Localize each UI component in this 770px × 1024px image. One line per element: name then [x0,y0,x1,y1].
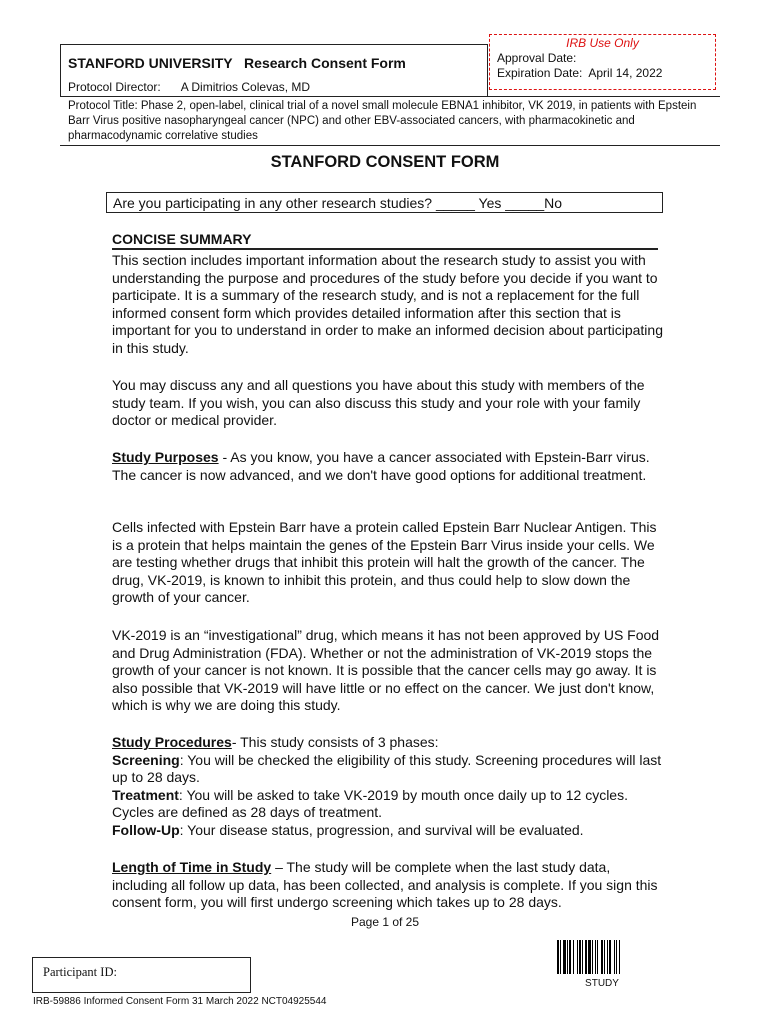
barcode-bar [582,940,583,974]
investigational-drug-paragraph: VK-2019 is an “investigational” drug, which means it has not been approved by US Food and Drug Administration (FDA). Whether or not the administration of VK-2019 stops the growth of your cancer is not known. It is possible that the cancer cells may go away. It is also possible that VK-2019 will have little or no effect on the cancer. We just don't know, which is why we are doing this study. [112,627,660,714]
barcode-bar [609,940,611,974]
barcode-bar [579,940,581,974]
barcode-bar [592,940,593,974]
treatment-text: : You will be asked to take VK-2019 by mouth once daily up to 12 cycles. Cycles are defined as 28 days of treatment. [112,786,628,821]
barcode-bar [557,940,559,974]
barcode-bar [616,940,617,974]
length-of-time-text: – The study will be complete when the last study data, including all follow up data, has been collected, and analysis is complete. If you sign this consent form, you will first undergo screening which takes up to 28 days. [112,859,658,911]
barcode-bar [563,940,566,974]
barcode-bar [614,940,615,974]
form-identifier: IRB-59886 Informed Consent Form 31 March 2022 NCT04925544 [33,996,327,1007]
barcode-bar [585,940,587,974]
barcode-bar [619,940,620,974]
study-purposes-text: - As you know, you have a cancer associated with Epstein-Barr virus. The cancer is now advanced, and we don't have good options for additional treatment. [112,449,650,483]
study-purposes-paragraph [112,449,664,484]
protocol-director-label: Protocol Director: [68,80,161,94]
summary-heading: CONCISE SUMMARY [112,231,658,250]
study-procedures-label: Study Procedures [112,734,232,750]
barcode-bar [567,940,568,974]
treatment-line [112,787,664,822]
barcode-bar [588,940,591,974]
barcode-image [557,940,647,974]
study-procedures-line [112,734,664,752]
screening-line [112,752,664,787]
irb-approval-date: Approval Date: [497,51,577,65]
study-procedures-text: - This study consists of 3 phases: [231,734,439,750]
screening-label: Screening [112,751,180,768]
followup-line [112,822,664,840]
barcode-bar [569,940,571,974]
barcode-bar [601,940,603,974]
barcode-bar [597,940,598,974]
barcode-bar [560,940,561,974]
screening-text: : You will be checked the eligibility of this study. Screening procedures will last up to 28 days. [112,751,662,786]
barcode-bar [573,940,574,974]
followup-label: Follow-Up [112,821,180,838]
study-purposes-label: Study Purposes [112,449,219,465]
length-of-time-label: Length of Time in Study [112,859,272,875]
barcode-bar [577,940,578,974]
treatment-label: Treatment [112,786,179,803]
barcode-study-label: STUDY [585,978,619,989]
barcode-bar [595,940,596,974]
barcode-bar [604,940,605,974]
page-number: Page 1 of 25 [350,915,420,929]
discussion-paragraph: You may discuss any and all questions you have about this study with members of the study team. If you wish, you can also discuss this study and your role with your family doctor or medical provider. [112,377,645,429]
length-of-time-paragraph [112,859,664,912]
form-title: STANFORD CONSENT FORM [270,153,500,171]
header-title: STANFORD UNIVERSITY Research Consent Form [68,55,406,71]
summary-intro-paragraph: This section includes important information about the research study to assist you with understanding the purpose and procedures of the study before you decide if you want to participate. It is a summary of the research study, and is not a replacement for the full informed consent form which provides detailed information after this section that is important for you to understand in order to make an informed decision about participating in this study. [112,252,663,356]
ebna-paragraph: Cells infected with Epstein Barr have a protein called Epstein Barr Nuclear Antigen. This is a protein that helps maintain the genes of the Epstein Barr Virus inside your cells. We are testing whether drugs that inhibit this protein will halt the growth of the cancer. The drug, VK-2019, is known to inhibit this protein, and thus could help to slow down the growth of your cancer. [112,519,657,606]
irb-title: IRB Use Only [566,36,639,50]
barcode-bar [607,940,608,974]
participant-id-field[interactable]: Participant ID: [32,957,251,993]
other-studies-question[interactable]: Are you participating in any other research studies? _____ Yes _____No [106,192,663,213]
protocol-director [68,80,310,94]
irb-expiration-date: Expiration Date: April 14, 2022 [497,66,663,80]
followup-text: : Your disease status, progression, and survival will be evaluated. [179,821,584,838]
protocol-director-name: A Dimitrios Colevas, MD [180,80,311,94]
study-procedures-section [112,734,664,840]
protocol-title: Protocol Title: Phase 2, open-label, clinical trial of a novel small molecule EBNA1 inhibitor, VK 2019, in patients with Epstein Barr Virus positive nasopharyngeal cancer (NPC) and other EBV-associated cancers, with pharmacokinetic and pharmacodynamic correlative studies [60,96,720,146]
